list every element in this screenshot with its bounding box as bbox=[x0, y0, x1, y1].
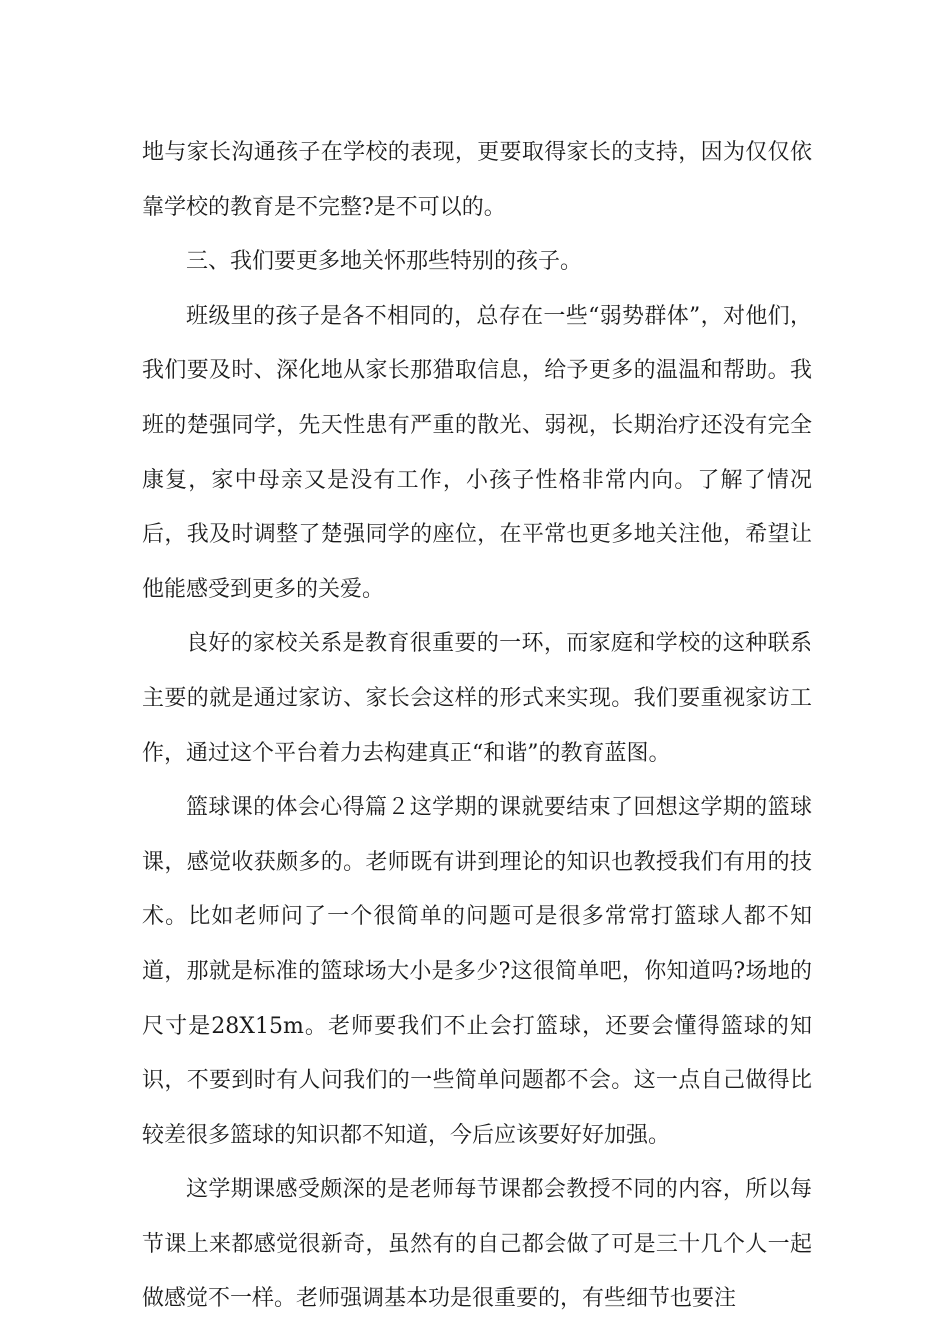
paragraph: 良好的家校关系是教育很重要的一环，而家庭和学校的这种联系主要的就是通过家访、家长会这样的形式来实现。我们要重视家访工作，通过这个平台着力去构建真正“和谐”的教育蓝图。 bbox=[142, 631, 812, 766]
paragraph: 篮球课的体会心得篇２这学期的课就要结束了回想这学期的篮球课，感觉收获颇多的。老师既有讲到理论的知识也教授我们有用的技术。比如老师问了一个很简单的问题可是很多常常打篮球人都不知道，那就是标准的篮球场大小是多少?这很简单吧，你知道吗?场地的尺寸是28X15m。老师要我们不止会打篮球，还要会懂得篮球的知识，不要到时有人问我们的一些简单问题都不会。这一点自己做得比较差很多篮球的知识都不知道，今后应该要好好加强。 bbox=[142, 795, 812, 1148]
paragraph-continuation: 地与家长沟通孩子在学校的表现，更要取得家长的支持，因为仅仅依靠学校的教育是不完整?是不可以的。 bbox=[142, 140, 812, 220]
document-body bbox=[142, 126, 812, 1327]
paragraph: 班级里的孩子是各不相同的，总存在一些“弱势群体”，对他们，我们要及时、深化地从家长那猎取信息，给予更多的温温和帮助。我班的楚强同学，先天性患有严重的散光、弱视，长期治疗还没有完全康复，家中母亲又是没有工作，小孩子性格非常内向。了解了情况后，我及时调整了楚强同学的座位，在平常也更多地关注他，希望让他能感受到更多的关爱。 bbox=[142, 303, 812, 602]
paragraph: 这学期课感受颇深的是老师每节课都会教授不同的内容，所以每节课上来都感觉很新奇，虽然有的自己都会做了可是三十几个人一起做感觉不一样。老师强调基本功是很重要的，有些细节也要注 bbox=[142, 1177, 812, 1312]
section-heading: 三、我们要更多地关怀那些特别的孩子。 bbox=[186, 249, 583, 275]
